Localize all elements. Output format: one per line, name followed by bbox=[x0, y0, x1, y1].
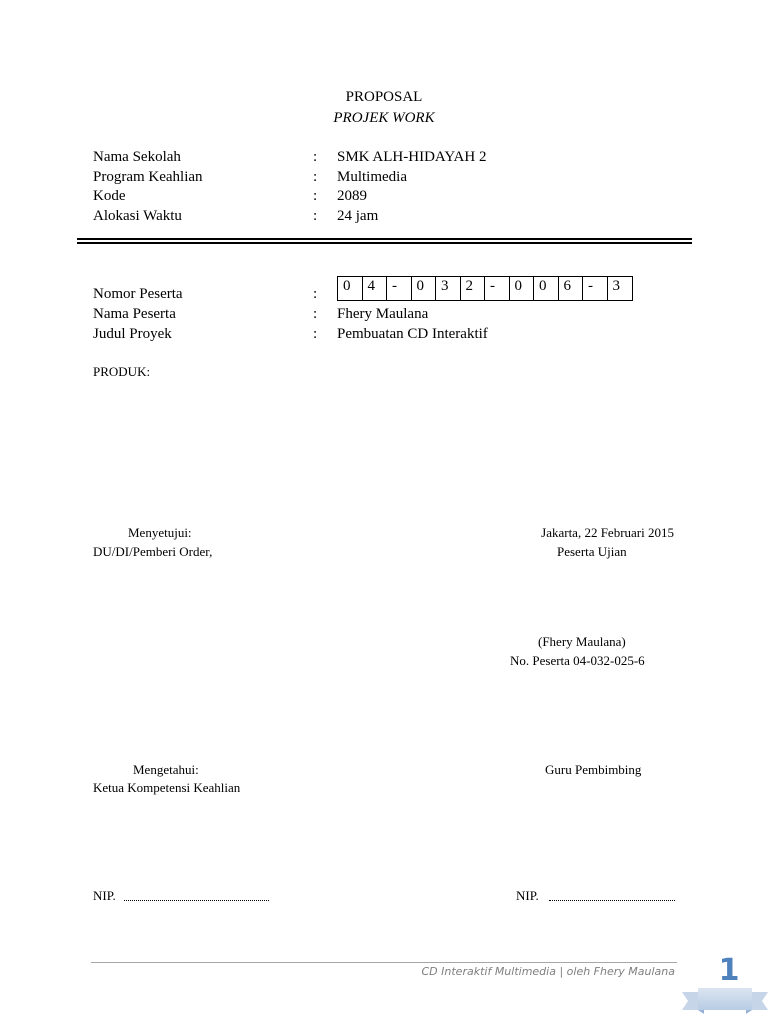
document-subtitle: PROJEK WORK bbox=[333, 110, 435, 126]
nama-peserta-label: Nama Peserta bbox=[93, 306, 176, 322]
info-label-kode: Kode bbox=[93, 188, 126, 204]
judul-proyek-value: Pembuatan CD Interaktif bbox=[337, 326, 488, 342]
nomor-cell: 6 bbox=[559, 277, 584, 300]
menyetujui-label: Menyetujui: bbox=[128, 525, 192, 540]
nomor-cell: - bbox=[583, 277, 608, 300]
mengetahui-label: Mengetahui: bbox=[133, 762, 199, 777]
nomor-cell: 0 bbox=[338, 277, 363, 300]
judul-proyek-label: Judul Proyek bbox=[93, 326, 172, 342]
place-date: Jakarta, 22 Februari 2015 bbox=[541, 525, 674, 540]
nomor-peserta-label: Nomor Peserta bbox=[93, 286, 183, 302]
info-colon: : bbox=[313, 169, 318, 185]
nomor-cell: 3 bbox=[612, 278, 620, 294]
info-value-kode: 2089 bbox=[337, 188, 367, 204]
header-double-rule bbox=[77, 238, 692, 244]
nomor-cell: 0 bbox=[510, 277, 535, 300]
footer-rule bbox=[91, 962, 677, 963]
info-value-nama-sekolah: SMK ALH-HIDAYAH 2 bbox=[337, 149, 487, 165]
nomor-peserta-boxes bbox=[337, 276, 633, 301]
info-label-program-keahlian: Program Keahlian bbox=[93, 169, 203, 185]
nomor-cell: 0 bbox=[534, 277, 559, 300]
peserta-ujian-label: Peserta Ujian bbox=[557, 544, 627, 559]
guru-pembimbing-label: Guru Pembimbing bbox=[545, 762, 642, 777]
info-colon: : bbox=[313, 188, 318, 204]
info-value-alokasi-waktu: 24 jam bbox=[337, 208, 379, 224]
info-colon: : bbox=[313, 149, 318, 165]
page-ribbon-icon bbox=[682, 988, 768, 1014]
nip-right-label: NIP. bbox=[516, 888, 539, 903]
peserta-signature-name: (Fhery Maulana) bbox=[538, 634, 626, 649]
judul-proyek-colon: : bbox=[313, 326, 318, 342]
info-value-program-keahlian: Multimedia bbox=[337, 169, 407, 185]
info-label-nama-sekolah: Nama Sekolah bbox=[93, 149, 181, 165]
ketua-kompetensi-label: Ketua Kompetensi Keahlian bbox=[93, 780, 241, 795]
info-label-alokasi-waktu: Alokasi Waktu bbox=[93, 208, 182, 224]
nip-left-dotted-line bbox=[124, 900, 269, 901]
pemberi-order-label: DU/DI/Pemberi Order, bbox=[93, 544, 213, 559]
nomor-cell: - bbox=[485, 277, 510, 300]
document-title: PROPOSAL bbox=[345, 89, 423, 105]
nomor-peserta-colon: : bbox=[313, 286, 318, 302]
nomor-cell: 3 bbox=[436, 277, 461, 300]
produk-label: PRODUK: bbox=[93, 364, 151, 379]
nomor-cell: - bbox=[387, 277, 412, 300]
nama-peserta-value: Fhery Maulana bbox=[337, 306, 429, 322]
nomor-cell: 4 bbox=[363, 277, 388, 300]
nip-right-dotted-line bbox=[549, 900, 675, 901]
footer-text: CD Interaktif Multimedia | oleh Fhery Maulana bbox=[421, 965, 675, 978]
nama-peserta-colon: : bbox=[313, 306, 318, 322]
info-colon: : bbox=[313, 208, 318, 224]
page-number: 1 bbox=[718, 953, 740, 988]
nomor-cell: 2 bbox=[461, 277, 486, 300]
nomor-cell: 0 bbox=[412, 277, 437, 300]
peserta-number: No. Peserta 04-032-025-6 bbox=[510, 653, 645, 668]
nip-left-label: NIP. bbox=[93, 888, 116, 903]
